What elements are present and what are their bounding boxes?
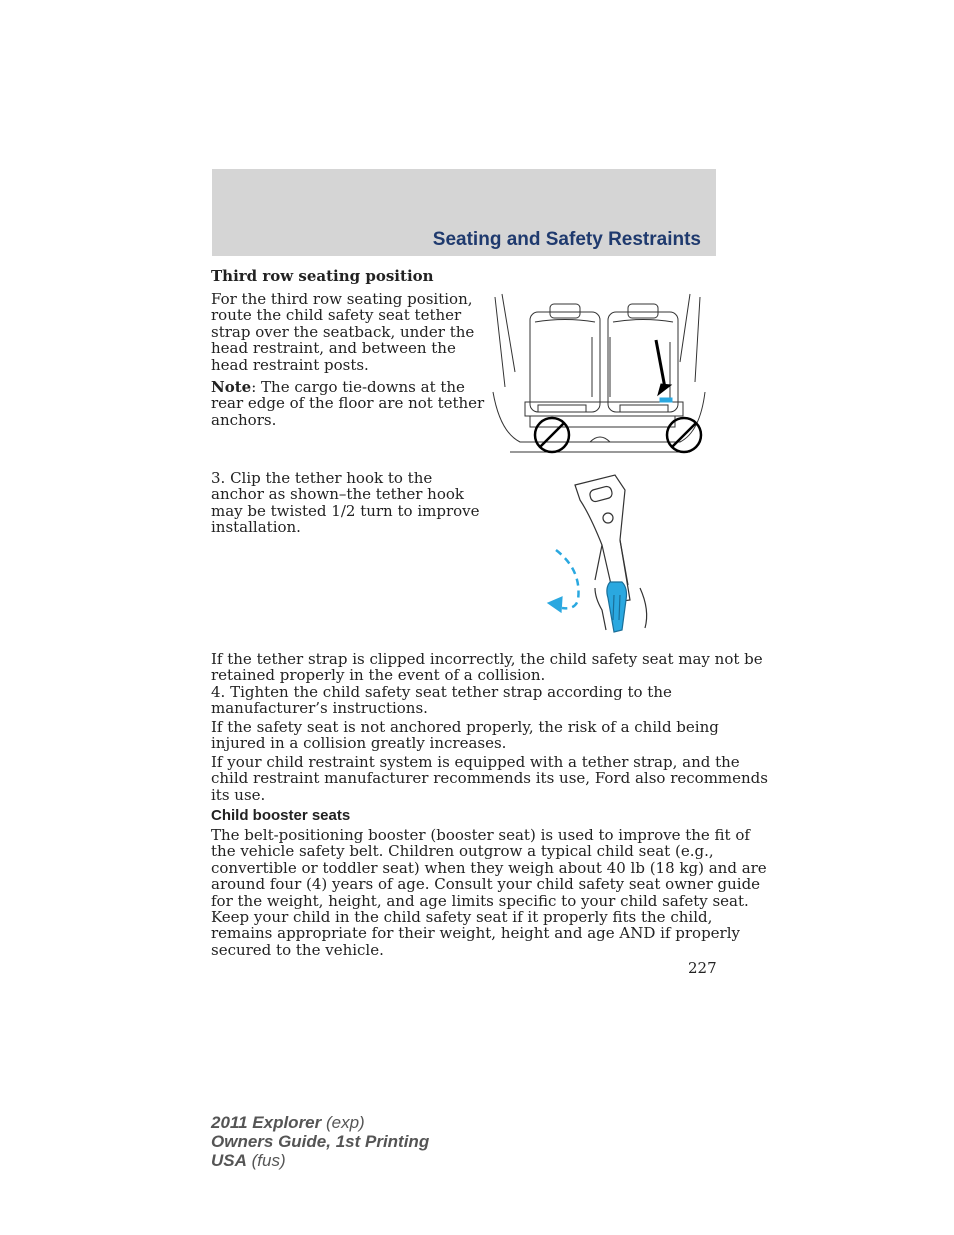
- footer-market: USA: [211, 1151, 247, 1170]
- text-line: around four (4) years of age. Consult your child safety seat owner guide: [211, 875, 761, 894]
- cargo-area-illustration: [490, 292, 710, 458]
- third-row-paragraph: [211, 291, 474, 373]
- tether-hook-illustration: [540, 470, 660, 638]
- text-line: the vehicle safety belt. Children outgrow a typical child seat (e.g.,: [211, 842, 714, 861]
- body-paragraph-4: [211, 754, 768, 803]
- footer-printing: Owners Guide, 1st Printing: [211, 1132, 430, 1151]
- text-line: convertible or toddler seat) when they weigh about 40 lb (18 kg) and are: [211, 858, 767, 877]
- body-paragraph-2: [211, 684, 672, 717]
- note-paragraph: [211, 379, 484, 428]
- text-line: for the weight, height, and age limits specific to your child safety seat.: [211, 891, 749, 910]
- body-paragraph-1: [211, 651, 763, 684]
- text-line: If the tether strap is clipped incorrectly, the child safety seat may not be: [211, 650, 763, 668]
- step3-paragraph: [211, 470, 480, 536]
- third-row-heading: Third row seating position: [211, 267, 434, 285]
- booster-paragraph: [211, 827, 767, 958]
- footer-model: 2011 Explorer: [211, 1113, 322, 1132]
- text-line: child restraint manufacturer recommends its use, Ford also recommends: [211, 769, 768, 788]
- text-line: For the third row seating position,: [211, 290, 473, 308]
- footer-model-code: (exp): [321, 1113, 365, 1132]
- footer-print-info: [211, 1113, 429, 1170]
- text-line: its use.: [211, 785, 266, 804]
- text-line: Keep your child in the child safety seat if it properly fits the child,: [211, 908, 713, 927]
- note-label: Note: [211, 378, 252, 396]
- text-line: head restraint posts.: [211, 355, 369, 374]
- section-title: Seating and Safety Restraints: [432, 229, 701, 250]
- page-number: 227: [688, 959, 717, 977]
- text-line: 3. Clip the tether hook to the: [211, 469, 433, 487]
- text-line: head restraint, and between the: [211, 339, 456, 358]
- text-line: 4. Tighten the child safety seat tether strap according to the: [211, 683, 672, 701]
- text-line: manufacturer’s instructions.: [211, 699, 428, 718]
- section-header-band: [212, 169, 716, 256]
- text-line: anchor as shown–the tether hook: [211, 485, 464, 504]
- body-paragraph-3: [211, 719, 719, 752]
- text-line: injured in a collision greatly increases.: [211, 734, 507, 753]
- text-line: may be twisted 1/2 turn to improve: [211, 501, 480, 520]
- text-line: anchors.: [211, 410, 277, 429]
- text-line: : The cargo tie-downs at the: [251, 378, 465, 396]
- text-line: retained properly in the event of a collision.: [211, 666, 546, 685]
- text-line: rear edge of the floor are not tether: [211, 394, 485, 413]
- text-line: If the safety seat is not anchored properly, the risk of a child being: [211, 718, 719, 736]
- footer-market-code: (fus): [246, 1151, 286, 1170]
- text-line: strap over the seatback, under the: [211, 322, 475, 341]
- text-line: If your child restraint system is equipped with a tether strap, and the: [211, 753, 740, 771]
- text-line: installation.: [211, 518, 301, 537]
- text-line: secured to the vehicle.: [211, 940, 384, 959]
- text-line: remains appropriate for their weight, height and age AND if properly: [211, 924, 740, 943]
- text-line: The belt-positioning booster (booster seat) is used to improve the fit of: [211, 826, 750, 844]
- text-line: route the child safety seat tether: [211, 306, 462, 325]
- booster-heading: Child booster seats: [211, 807, 351, 824]
